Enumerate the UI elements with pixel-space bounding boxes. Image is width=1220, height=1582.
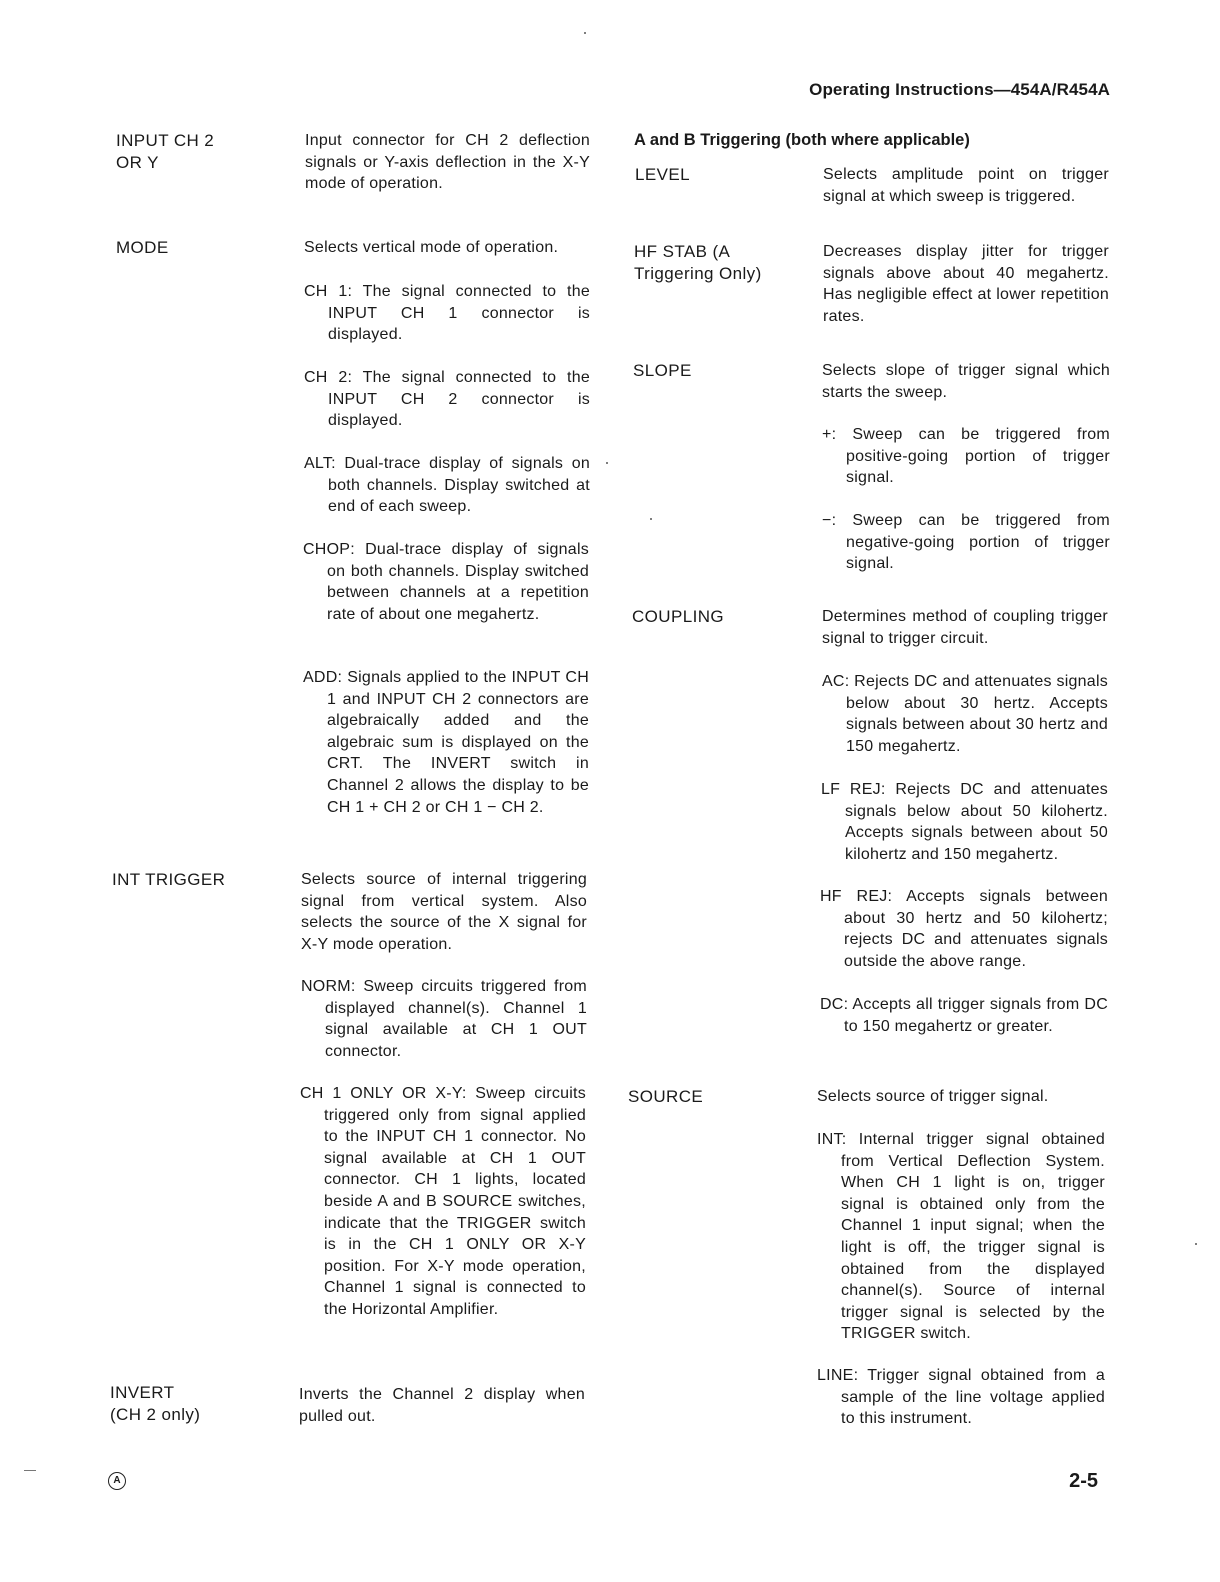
term-coupling: COUPLING — [632, 607, 724, 626]
slope-option-plus: +: Sweep can be triggered from positive-going portion of trigger signal. — [822, 426, 1110, 487]
scan-speck — [584, 32, 586, 34]
scan-speck — [606, 462, 608, 464]
desc-input-ch2: Input connector for CH 2 deflection signals or Y-axis deflection in the X-Y mode of operation. — [305, 132, 590, 193]
publisher-mark: A — [108, 1472, 126, 1490]
int-trigger-option-norm: NORM: Sweep circuits triggered from displayed channel(s). Channel 1 signal available at CH 1 OUT connector. — [301, 978, 587, 1060]
section-title-triggering: A and B Triggering (both where applicable) — [634, 131, 970, 149]
mode-option-alt: ALT: Dual-trace display of signals on both channels. Display switched at end of each sweep. — [304, 455, 590, 516]
source-option-line: LINE: Trigger signal obtained from a sample of the line voltage applied to this instrument. — [817, 1367, 1105, 1428]
desc-coupling: Determines method of coupling trigger signal to trigger circuit. — [822, 608, 1108, 647]
mode-option-ch2: CH 2: The signal connected to the INPUT CH 2 connector is displayed. — [304, 369, 590, 430]
term-mode: MODE — [116, 238, 169, 257]
desc-invert: Inverts the Channel 2 display when pulled out. — [299, 1386, 585, 1425]
coupling-option-lf-rej: LF REJ: Rejects DC and attenuates signals below about 50 kilohertz. Accepts signals between about 50 kilohertz and 150 megahertz. — [821, 781, 1108, 863]
coupling-option-dc: DC: Accepts all trigger signals from DC to 150 megahertz or greater. — [820, 996, 1108, 1035]
term-hf-stab: HF STAB (A Triggering Only) — [634, 242, 762, 283]
desc-source: Selects source of trigger signal. — [817, 1088, 1049, 1105]
page-number: 2-5 — [1069, 1470, 1098, 1492]
page-header-title: Operating Instructions—454A/R454A — [809, 80, 1110, 99]
term-input-ch2: INPUT CH 2 OR Y — [116, 131, 215, 172]
term-slope: SLOPE — [633, 361, 692, 380]
desc-slope: Selects slope of trigger signal which starts the sweep. — [822, 362, 1110, 401]
coupling-option-hf-rej: HF REJ: Accepts signals between about 30 hertz and 50 kilohertz; rejects DC and attenuates signals outside the above range. — [820, 888, 1108, 970]
desc-level: Selects amplitude point on trigger signal at which sweep is triggered. — [823, 166, 1109, 205]
mode-option-add: ADD: Signals applied to the INPUT CH 1 and INPUT CH 2 connectors are algebraically added and the algebraic sum is displayed on the CRT. The INVERT switch in Channel 2 allows the display to be CH 1 + CH 2 or CH 1 − CH 2. — [303, 669, 589, 816]
term-int-trigger: INT TRIGGER — [112, 870, 226, 889]
term-level: LEVEL — [635, 165, 690, 184]
desc-mode: Selects vertical mode of operation. — [304, 239, 559, 256]
scan-speck — [650, 518, 652, 520]
desc-int-trigger: Selects source of internal triggering signal from vertical system. Also selects the source of the X signal for X-Y mode operation. — [301, 871, 587, 953]
term-invert: INVERT (CH 2 only) — [110, 1383, 201, 1424]
scan-speck — [1195, 1243, 1197, 1245]
scan-dash — [24, 1470, 36, 1471]
mode-option-ch1: CH 1: The signal connected to the INPUT CH 1 connector is displayed. — [304, 283, 590, 344]
mode-option-chop: CHOP: Dual-trace display of signals on both channels. Display switched between channels at a repetition rate of about one megahertz. — [303, 541, 589, 623]
int-trigger-option-ch1-only: CH 1 ONLY OR X-Y: Sweep circuits triggered only from signal applied to the INPUT CH 1 connector. No signal available at CH 1 OUT connector. CH 1 lights, located beside A and B SOURCE switches, indicate that the TRIGGER switch is in the CH 1 ONLY OR X-Y position. For X-Y mode operation, Channel 1 signal is connected to the Horizontal Amplifier. — [300, 1085, 586, 1318]
desc-hf-stab: Decreases display jitter for trigger signals above about 40 megahertz. Has negligible effect at lower repetition rates. — [823, 243, 1109, 325]
slope-option-minus: −: Sweep can be triggered from negative-going portion of trigger signal. — [822, 512, 1110, 573]
source-option-int: INT: Internal trigger signal obtained from Vertical Deflection System. When CH 1 light is on, trigger signal is obtained only from the Channel 1 input signal; when the light is off, the trigger signal is obtained from the displayed channel(s). Source of internal trigger signal is selected by the TRIGGER switch. — [817, 1131, 1105, 1343]
term-source: SOURCE — [628, 1087, 704, 1106]
coupling-option-ac: AC: Rejects DC and attenuates signals below about 30 hertz. Accepts signals between about 30 hertz and 150 megahertz. — [822, 673, 1108, 755]
